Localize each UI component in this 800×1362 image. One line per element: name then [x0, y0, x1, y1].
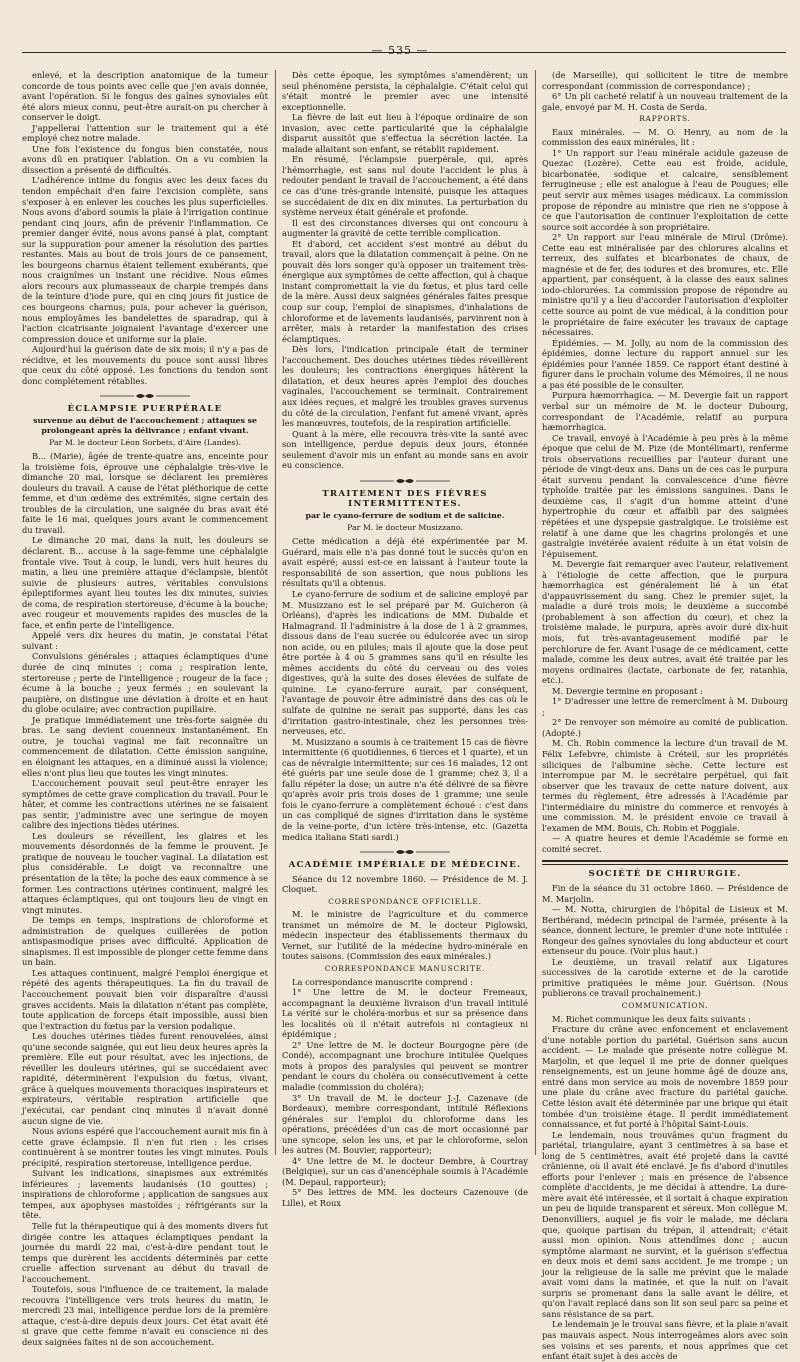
section-title: ÉCLAMPSIE PUERPÉRALE — [67, 404, 223, 415]
paragraph: (de Marseille), qui sollicitent le titre de membre correspondant (commission de correspondance) ; — [542, 70, 788, 91]
section-author: Par M. le docteur Musizzano. — [347, 522, 463, 532]
paragraph: L'adhérence intime du fongus avec les deux faces du tendon empêchait d'en faire l'excision complète, sans s'exposer à en enlever les couches les plus superficielles. Nous avons d'abord soumis la plaie à l'irrigation continue pendant cinq jours, afin de prévenir l'inflammation. Ce premier danger évité, nous avons pansé à plat, comptant sur la suppuration pour amener la résolution des parties restantes. Mais au bout de trois jours de ce pansement, les bourgeons charnus étaient tellement exubérants, que nous craignîmes un instant une récidive. Nous eûmes alors recours aux plumasseaux de charpie trempés dans de la teinture d'iode pure, qui en cinq jours fit justice de ces bourgeons charnus; puis, pour achever la guérison, nous employâmes les bandelettes de sparadrap, qui à l'action cicatrisante joignaient l'avantage d'exercer une compression douce et uniforme sur la plaie. — [22, 175, 268, 344]
paragraph: 1° D'adresser une lettre de remercîment à M. Dubourg ; — [542, 696, 788, 717]
paragraph: Dès lors, l'indication principale était de terminer l'accouchement. Des douches utérines tièdes réveillèrent les douleurs; les contractions énergiques hâtèrent la dilatation, et deux heures après l'emploi des douches vaginales, l'accouchement se terminait. Contrairement aux idées reçues, et malgré les troubles graves survenus du côté de la circulation, l'enfant fut amené vivant, après les manœuvres, toutefois, de la respiration artificielle. — [282, 344, 528, 429]
paragraph: Fracture du crâne avec enfoncement et enclavement d'une notable portion du pariétal. Guérison sans aucun accident. — Le malade que présente notre collègue M. Marjolin, et que lequel il me prie de donner quelques renseignements, est un jeune homme âgé de douze ans, entré dans mon service au mois de novembre 1859 pour une plaie du crâne avec fracture du pariétal gauche. Cette lésion avait été déterminée par une brique qui était tombée d'un troisième étage. Il perdit immédiatement connaissance, et fut porté à l'hôpital Saint-Louis. — [542, 1024, 788, 1130]
column-divider — [535, 70, 536, 1155]
paragraph: J'appellerai l'attention sur le traitement qui a été employé chez notre malade. — [22, 122, 268, 144]
page-number: — 535 — — [0, 44, 800, 57]
paragraph: Toutefois, sous l'influence de ce traitement, la malade recouvra l'intelligence vers trois heures du matin, le mercredi 23 mai, intelligence perdue lors de la première attaque, c'est-à-dire depuis deux jours. Cet état avait été si grave que cette femme n'avait eu conscience ni des deux saignées faites ni de son accouchement. — [22, 1284, 268, 1348]
paragraph: — A quatre heures et demie l'Académie se forme en comité secret. — [542, 833, 788, 854]
paragraph: Les douches utérines tièdes furent renouvelées, ainsi qu'une seconde saignée, qui eut lieu deux heures après la première. Elle eut pour résultat, avec les injections, de réveiller les douleurs utérines, qui se succédaient avec rapidité, déterminèrent l'expulsion du fœtus, vivant, grâce à quelques mouvements thoraciques inspirateurs et expirateurs, véritable respiration artificielle que j'exécutai, car pendant cinq minutes il n'avait donné aucun signe de vie. — [22, 1031, 268, 1126]
header-rule — [22, 52, 786, 53]
meeting-line: Fin de la séance du 31 octobre 1860. — Présidence de M. Marjolin. — [542, 883, 788, 904]
paragraph: Une fois l'existence du fongus bien constatée, nous avons dû en pratiquer l'ablation. On a vu combien la dissection a présenté de difficultés. — [22, 143, 268, 175]
ornament-divider-icon — [360, 477, 450, 485]
section-rule — [542, 860, 788, 862]
paragraph: La fièvre de lait eut lieu à l'époque ordinaire de son invasion, avec cette particularité que la céphalalgie disparut aussitôt que s'effectua la sécrétion lactée. La malade allaitant son enfant, se rétablit rapidement. — [282, 112, 528, 154]
ornament-divider-icon — [100, 392, 190, 400]
paragraph: Je pratique immédiatement une très-forte saignée du bras. Le sang devient couenneux instantanément. En outre, je touchai vaginal me fait reconnaître un commencement de dilatation. Cette émission sanguine, en éloignant les attaques, en a diminué aussi la violence; elles n'ont plus lieu que toutes les vingt minutes. — [22, 714, 268, 778]
subsection-heading: CORRESPONDANCE MANUSCRITE. — [324, 964, 486, 973]
section-subtitle: survenue au début de l'accouchement ; attaques se prolongeant après la délivrance ; enfant vivant. — [33, 415, 257, 435]
paragraph: Le dimanche 20 mai, dans la nuit, les douleurs se déclarent. B... accuse à la sage-femme une céphalalgie frontale vive. Tout à coup, le lundi, vers huit heures du matin, a lieu une première attaque d'éclampsie, bientôt suivie de plusieurs autres, véritables convulsions épileptiformes ayant lieu toutes les dix minutes, suivies de coma, de respiration stertoreuse, d'écume à la bouche; avec rougeur et mouvements rapides des muscles de la face, et enfin perte de l'intelligence. — [22, 535, 268, 630]
paragraph: Eaux minérales. — M. O. Henry, au nom de la commission des eaux minérales, lit : — [542, 126, 788, 148]
paragraph: Il est des circonstances diverses qui ont concouru à augmenter la gravité de cette terrible complication. — [282, 217, 528, 239]
paragraph: M. Richet communique les deux faits suivants : — [552, 1013, 751, 1024]
paragraph: Suivant les indications, sinapismes aux extrémités inférieures ; lavements laudanisés (10 gouttes) ; inspirations de chloroforme ; application de sangsues aux tempes, aux apophyses mastoïdes ; réfrigérants sur la tête. — [22, 1168, 268, 1221]
section-heading-fievres — [282, 477, 528, 533]
paragraph: Convulsions générales ; attaques éclamptiques d'une durée de cinq minutes ; coma ; respiration lente, stertoreuse ; perte de l'intelligence ; rougeur de la face ; écume à la bouche ; yeux fermés ; en soulevant la paupière, on distingue une déviation à droite et en haut du globe oculaire; avec contraction pupillaire. — [22, 651, 268, 715]
paragraph: L'accouchement pouvait seul peut-être enrayer les symptômes de cette grave complication du travail. Pour le hâter, et comme les contractions utérines ne se faisaient pas sentir, j'administre avec une seringue de moyen calibre des injections tièdes utérines. — [22, 778, 268, 831]
paragraph: B... (Marie), âgée de trente-quatre ans, enceinte pour la troisième fois, éprouve une céphalalgie très-vive le dimanche 20 mai, lorsque se déclarent les premières douleurs du travail. A cause de l'état pléthorique de cette femme, et d'un œdème des extrémités, signe certain des troubles de la circulation, une saignée du bras avait été faite le 16 mai, quelques jours avant le commencement du travail. — [22, 451, 268, 535]
paragraph: Épidémies. — M. Jolly, au nom de la commission des épidémies, donne lecture du rapport annuel sur les épidémies pour l'année 1859. Ce rapport étant destiné à figurer dans le prochain volume des Mémoires, il ne nous a pas été possible de le consulter. — [542, 337, 788, 390]
paragraph: Appelé vers dix heures du matin, je constatai l'état suivant : — [22, 630, 268, 651]
subsection-heading: COMMUNICATION. — [621, 1001, 709, 1011]
paragraph: Quant à la mère, elle recouvra très-vite la santé avec son intelligence, perdue depuis deux jours, étonnée seulement d'avoir mis un enfant au monde sans en avoir eu conscience. — [282, 428, 528, 471]
paragraph: Et d'abord, cet accident s'est montré au début du travail, alors que la dilatation commençait à peine. On ne pouvait dès lors songer qu'à opposer un traitement très-énergique aux symptômes de cette affection, qui à chaque instant compromettait la vie du fœtus, et plus tard celle de la mère. Aussi deux saignées générales faites presque coup sur coup, l'emploi de sinapismes, d'inhalations de chloroforme et de lavements laudanisés, parvinrent non à arrêter, mais à retarder la manifestation des crises éclamptiques. — [282, 238, 528, 344]
paragraph: Purpura hæmorrhagica. — M. Devergie fait un rapport verbal sur un mémoire de M. le docteur Dubourg, correspondant de l'Académie, relatif au purpura hæmorrhagica. — [542, 390, 788, 433]
paragraph: Nous avions espéré que l'accouchement aurait mis fin à cette grave éclampsie. Il n'en fut rien : les crises continuèrent à se montrer toutes les vingt minutes. Pouls précipité, respiration stertoreuse, intelligence perdue. — [22, 1126, 268, 1168]
section-title: TRAITEMENT DES FIÈVRES INTERMITTENTES. — [322, 488, 488, 510]
column-3 — [542, 70, 788, 1362]
paragraph: Les douleurs se réveillent, les glaires et les mouvements désordonnés de la femme le prouvent. Je pratique de nouveau le toucher vaginal. La dilatation est plus considérable. Le doigt va reconnaître une présentation de la tête; la poche des eaux commence à se former. Les contractions utérines continuent, malgré les attaques éclamptiques, qui ont toujours lieu de vingt en vingt minutes. — [22, 830, 268, 915]
paragraph: 6° Un pli cacheté relatif à un nouveau traitement de la gale, envoyé par M. H. Costa de Serda. — [542, 91, 788, 112]
paragraph: Le cyano-ferrure de sodium et de salicine employé par M. Musizzano est le sel préparé par M. Guicheron (à Orléans), d'après les indications de MM. Dubalde et Halmagrand. Il l'administre à la dose de 1 à 2 grammes, dissous dans de l'eau sucrée ou édulcorée avec un sirop non acide, ou en pilules; mais il ajoute que la dose peut être portée à 4 ou 5 grammes sans qu'il en résulte les mêmes accidents du côté du cerveau ou des voies digestives, qu'à la suite des doses élevées de sulfate de quinine. Le cyano-ferrure aurait, par conséquent, l'avantage de pouvoir être administré dans des cas où le sulfate de quinine ne serait pas supporté, dans les cas d'irritation gastro-intestinale, chez les personnes très-nerveuses, etc. — [282, 588, 528, 737]
paragraph: M. le ministre de l'agriculture et du commerce transmet un mémoire de M. le docteur Piglowski, médecin inspecteur des établissements thermaux du Vernet, sur l'utilité de la médecine hydro-minérale en toutes saisons. (Commission des eaux minérales.) — [282, 909, 528, 962]
paragraph: 4° Une lettre de M. le docteur Dembre, à Courtray (Belgique), sur un cas d'anencéphale soumis à l'Académie (M. Depaul, rapporteur); — [282, 1155, 528, 1187]
paragraph: Le lendemain, nous trouvâmes qu'un fragment du pariétal, triangulaire, ayant 3 centimètres à sa base et long de 5 centimètres, avait été projeté dans la cavité crânienne, où il avait été enclavé. Je fis d'abord d'inutiles efforts pour l'enlever ; mais en présence de l'absence complète d'accidents, je me décidai à attendre. La dure-mère avait été intéressée, et il sortait à chaque expiration un peu de liquide transparent et séreux. Mon collègue M. Denonvilliers, auquel je fis voir le malade, me déclara que, quoique partisan du trépan, il attendrait; c'était aussi mon opinion. Nous attendîmes donc ; aucun symptôme alarmant ne survint, et la guérison s'effectua en deux mois et demi sans accident. Je me trompe ; un jour la religieuse de la salle me prévint que le malade avait vomi dans la matinée, et que la nuit on l'avait surpris se promenant dans la salle avant le délire, et qu'on l'avait replacé dans son lit son seul parc sa peine et sans résistance de sa part. — [542, 1129, 788, 1319]
paragraph: — M. Notta, chirurgien de l'hôpital de Lisieux et M. Berthérand, médecin principal de l'armée, présente à la séance, donnent lecture, le premier d'une note intitulée : Rongeur des gaînes synoviales du long abducteur et court extenseur du pouce. (Voir plus haut.) — [542, 904, 788, 957]
paragraph: Telle fut la thérapeutique qui à des moments divers fut dirigée contre les attaques éclamptiques pendant la journée du mardi 22 mai, c'est-à-dire pendant tout le temps que durèrent les accidents déterminés par cette cruelle affection survenant au début du travail de l'accouchement. — [22, 1221, 268, 1284]
paragraph: Aujourd'hui la guérison date de six mois; il n'y a pas de récidive, et les mouvements du pouce sont aussi libres que ceux du côté opposé. Les fonctions du tendon sont donc complétement rétablies. — [22, 344, 268, 386]
section-rule — [542, 864, 788, 865]
ornament-divider-icon — [360, 848, 450, 856]
paragraph: La correspondance manuscrite comprend : — [292, 976, 473, 987]
paragraph: M. Ch. Robin commence la lecture d'un travail de M. Félix Lefebvre, chimiste à Créteil, sur les propriétés siliciques de l'albumine sèche. Cette lecture est interrompue par M. le secrétaire perpétuel, qui fait observer que les travaux de cette nature doivent, aux termes du règlement, être adressés à l'Académie par l'intermédiaire du ministre du commerce et renvoyés à une commission. M. le président envoie ce travail à l'examen de MM. Bouis, Ch. Robin et Poggiale. — [542, 738, 788, 833]
paragraph: 5° Des lettres de MM. les docteurs Cazenouve (de Lille), et Roux — [282, 1187, 528, 1209]
section-heading-societe — [542, 860, 788, 880]
paragraph: M. Musizzano a soumis à ce traitement 15 cas de fièvre intermittente (6 quotidiennes, 6 tierces et 1 quarte), et un cas de névralgie intermittente; sur ces 16 malades, 12 ont été guéris par une seule dose de 1 gramme; chez 3, il a fallu répéter la dose; un autre n'a été délivré de sa fièvre qu'après avoir pris trois doses de 1 gramme; une seule fois le cyano-ferrure a complètement échoué : c'est dans un cas compliqué de signes d'irritation dans le système de la veine-porte, d'un ictère très-intense, etc. (Gazetta medica italiana Stati sardi.) — [282, 736, 528, 842]
column-2 — [282, 70, 528, 1209]
paragraph: 2° Une lettre de M. le docteur Bourgogne père (de Condé), accompagnant une brochure intitulée Quelques mots à propos des paralysies qui peuvent se montrer pendant le cours du choléra ou consécutivement à cette maladie (commission du choléra); — [282, 1039, 528, 1093]
paragraph: M. Devergie termine en proposant : — [552, 685, 703, 696]
section-subtitle: par le cyano-ferrure de sodium et de salicine. — [305, 510, 505, 520]
text-columns — [22, 70, 788, 1362]
meeting-line: Séance du 12 novembre 1860. — Présidence de M. J. Cloquet. — [282, 873, 528, 895]
paragraph: 2° Un rapport sur l'eau minérale de Mirul (Drôme). Cette eau est minéralisée par des chlorures alcalins et terreux, des sulfates et bicarbonates de chaux, de magnésie et de fer, des iodures et des bromures, etc. Elle appartient, par conséquent, à la classe des eaux salines iodo-chlorurées. La commission propose de répondre au ministre qu'il y a lieu d'accorder l'autorisation d'exploiter cette source au point de vue médical, à la condition pour le propriétaire de faire exécuter les travaux de captage nécessaires. — [542, 232, 788, 338]
section-title: ACADÉMIE IMPÉRIALE DE MÉDECINE. — [288, 860, 522, 871]
subsection-heading: RAPPORTS. — [639, 114, 691, 124]
section-title: SOCIÉTÉ DE CHIRURGIE. — [588, 869, 742, 880]
paragraph: De temps en temps, inspirations de chloroforme et administration de quelques cuillerées de potion antispasmodique prises avec difficulté. Application de sinapismes. Il est impossible de plonger cette femme dans un bain. — [22, 915, 268, 968]
paragraph: enlevé, et la description anatomique de la tumeur concorde de tous points avec celle que j'en avais donnée, avant l'opération. Si le fongus des gaînes synoviales eût été alors mieux connu, peut-être aurait-on pu chercher à conserver le doigt. — [22, 70, 268, 123]
paragraph: Cette médication a déjà été expérimentée par M. Guérard, mais elle n'a pas donné tout le succès qu'on en avait espéré; aussi est-ce en laissant à l'auteur toute la responsabilité de son assertion, que nous publions les résultats qu'il a obtenus. — [282, 536, 528, 589]
paragraph: 1° Une lettre de M. le docteur Fremeaux, accompagnant la deuxième livraison d'un travail intitulé La vérité sur le choléra-morbus et sur sa présence dans les localités où il n'était autrefois ni contagieux ni épidémique ; — [282, 987, 528, 1040]
paragraph: En résumé, l'éclampsie puerpérale, qui, après l'hémorrhagie, est sans nul doute l'accident le plus à redouter pendant le travail de l'accouchement, a été dans ce cas d'une très-grande intensité, puisque les attaques se succédaient de dix en dix minutes. La perturbation du système nerveux était générale et profonde. — [282, 154, 528, 218]
section-heading-academie — [282, 848, 528, 871]
paragraph: 3° Un travail de M. le docteur J.-J. Cazenave (de Bordeaux), membre correspondant, intitulé Réflexions générales sur l'emploi du chloroforme dans les opérations, précédées d'un cas de mort occasionné par une syncope, selon les uns, et par le chloroforme, selon les autres (M. Bouvier, rapporteur); — [282, 1092, 528, 1156]
paragraph: Le lendemain je le trouvai sans fièvre, et la plaie n'avait pas mauvais aspect. Nous interrogeâmes alors avec soin ses voisins et ses parents, et nous apprîmes que cet enfant était sujet à des accès de — [542, 1319, 788, 1362]
section-author: Par M. le docteur Léon Sorbets, d'Aire (Landes). — [49, 437, 241, 447]
section-heading-eclampsie — [22, 392, 268, 448]
paragraph: Le deuxième, un travail relatif aux Ligatures successives de la carotide externe et de la carotide primitive pratiquées le même jour. Guérison. (Nous publierons ce travail prochainement.) — [542, 956, 788, 999]
column-divider — [275, 70, 276, 1155]
column-1 — [22, 70, 268, 1348]
paragraph: Ce travail, envoyé à l'Académie à peu près à la même époque que celui de M. Pize (de Montélimart), renferme trois observations recueillies par l'auteur durant une période de vingt-deux ans. Dans un de ces cas le purpura était survenu pendant la convalescence d'une fièvre typhoïde traitée par les émissions sanguines. Dans le deuxième cas, il s'agit d'un homme atteint d'une hypertrophie du cœur et affaibli par des saignées répétées et une dyspepsie gastralgique. Le troisième est relatif à une dame que les chagrins prolongés et une gastralgie invétérée avaient réduite à un état voisin de l'épuisement. — [542, 432, 788, 559]
paragraph: M. Devergie fait remarquer avec l'auteur, relativement à l'étiologie de cette affection, que le purpura hæmorrhagica est généralement lié à un état d'appauvrissement du sang. Chez le premier sujet, la maladie a duré trois mois; le deuxième a succombé (probablement à son affection du cœur), et chez la troisième malade, le purpura, après avoir duré dix-huit mois, fut très-avantageusement modifié par le perchlorure de fer. Avant l'usage de ce médicament, cette malade, comme les deux autres, avait été traitée par les moyens ordinaires (lactate, carbonate de fer, ratanhia, etc.). — [542, 559, 788, 686]
paragraph: Dès cette époque, les symptômes s'amendèrent; un seul phénomène persista, la céphalalgie. C'était celui qui s'était montré le premier avec une intensité exceptionnelle. — [282, 70, 528, 112]
paragraph: Les attaques continuent, malgré l'emploi énergique et répété des agents thérapeutiques. La fin du travail de l'accouchement pouvait bien voir disparaître d'aussi graves accidents. Mais la dilatation n'étant pas complète, toute application de forceps était impossible, aussi bien que l'extraction du fœtus par la version podalique. — [22, 967, 268, 1031]
paragraph: 1° Un rapport sur l'eau minérale acidule gazeuse de Quezac (Lozère). Cette eau est froide, acidule, bicarbonatée, sodique et calcaire, sensiblement ferrugineuse ; elle est analogue à l'eau de Pougues; elle peut servir aux mêmes usages médicaux. La commission propose de répondre au ministre que rien ne s'oppose à ce que l'autorisation de continuer l'exploitation de cette source soit accordée à son propriétaire. — [542, 147, 788, 232]
paragraph: 2° De renvoyer son mémoire au comité de publication. (Adopté.) — [542, 717, 788, 738]
subsection-heading: CORRESPONDANCE OFFICIELLE. — [328, 896, 482, 906]
